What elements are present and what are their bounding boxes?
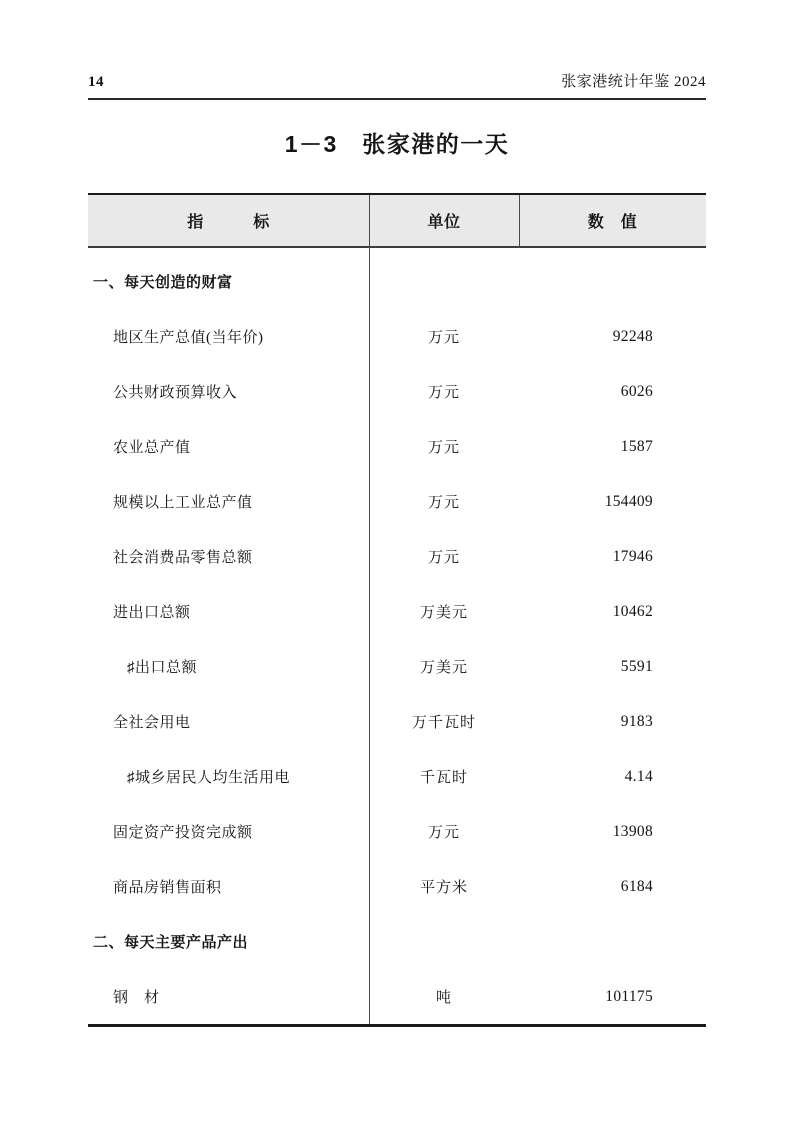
unit-cell: 万元	[427, 495, 460, 511]
unit-cell: 平方米	[419, 880, 468, 896]
indicator-cell: 规模以上工业总产值	[113, 495, 253, 511]
table-row	[88, 969, 706, 1024]
value-cell: 13908	[612, 822, 653, 840]
table-row	[88, 639, 706, 694]
indicator-cell: 钢 材	[113, 990, 160, 1006]
table-header-row	[88, 195, 706, 248]
unit-cell: 万元	[427, 440, 460, 456]
unit-cell: 千瓦时	[419, 770, 468, 786]
table-row	[88, 529, 706, 584]
indicator-cell: 全社会用电	[113, 715, 191, 731]
value-cell: 154409	[604, 492, 653, 510]
table-row	[88, 694, 706, 749]
value-cell: 17946	[612, 547, 653, 565]
indicator-cell: ♯城乡居民人均生活用电	[127, 770, 291, 786]
indicator-cell: 固定资产投资完成额	[113, 825, 253, 841]
value-cell: 5591	[620, 657, 653, 675]
unit-cell: 万千瓦时	[411, 715, 476, 731]
value-cell: 6184	[620, 877, 653, 895]
value-cell: 92248	[612, 327, 653, 345]
unit-cell: 万元	[427, 385, 460, 401]
table-row	[88, 584, 706, 639]
value-cell: 101175	[605, 987, 653, 1005]
value-cell: 9183	[620, 712, 653, 730]
table-row	[88, 859, 706, 914]
indicator-cell: 地区生产总值(当年价)	[113, 330, 264, 346]
table-row	[88, 914, 706, 969]
column-divider-unit-value	[519, 195, 520, 248]
statistics-table	[88, 193, 706, 1027]
indicator-cell: 农业总产值	[113, 440, 191, 456]
value-cell: 1587	[620, 437, 653, 455]
table-row	[88, 254, 706, 309]
table-row	[88, 804, 706, 859]
unit-cell: 万美元	[419, 660, 468, 676]
value-cell: 10462	[612, 602, 653, 620]
column-header-unit: 单位	[427, 214, 461, 231]
yearbook-title: 张家港统计年鉴 2024	[561, 74, 706, 90]
table-row	[88, 749, 706, 804]
page-header	[88, 74, 706, 100]
column-header-indicator: 指 标	[187, 214, 270, 231]
column-divider-indicator-unit	[369, 195, 370, 1024]
unit-cell: 吨	[435, 990, 452, 1006]
indicator-cell: 社会消费品零售总额	[113, 550, 253, 566]
unit-cell: 万元	[427, 330, 460, 346]
value-cell: 4.14	[624, 767, 653, 785]
value-cell: 6026	[620, 382, 653, 400]
indicator-cell: 二、每天主要产品产出	[93, 934, 249, 951]
table-row	[88, 309, 706, 364]
unit-cell: 万美元	[419, 605, 468, 621]
table-row	[88, 364, 706, 419]
indicator-cell: 一、每天创造的财富	[93, 274, 233, 291]
page-number: 14	[88, 74, 104, 90]
table-row	[88, 474, 706, 529]
table-title: 1－3 张家港的一天	[284, 131, 510, 157]
indicator-cell: 公共财政预算收入	[113, 385, 238, 401]
indicator-cell: 进出口总额	[113, 605, 191, 621]
table-body	[88, 248, 706, 1024]
unit-cell: 万元	[427, 825, 460, 841]
indicator-cell: ♯出口总额	[127, 660, 198, 676]
column-header-value: 数 值	[587, 214, 638, 231]
indicator-cell: 商品房销售面积	[113, 880, 222, 896]
unit-cell: 万元	[427, 550, 460, 566]
table-row	[88, 419, 706, 474]
